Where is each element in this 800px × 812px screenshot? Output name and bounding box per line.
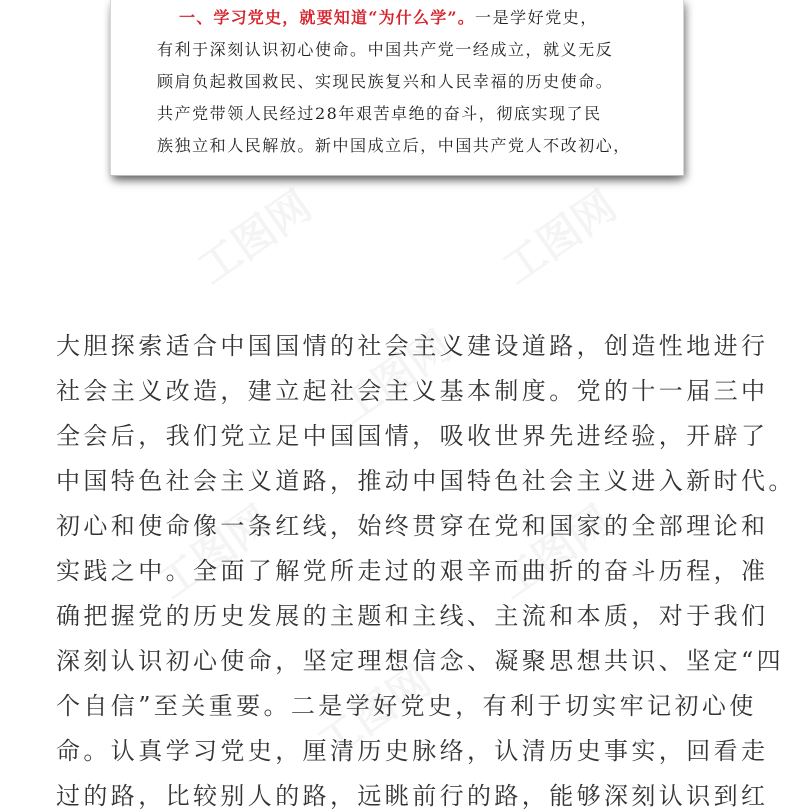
card-line-text: 一是学好党史，: [475, 8, 598, 27]
excerpt-card: [110, 0, 684, 176]
body-line-2: 社会主义改造，建立起社会主义基本制度。党的十一届三中: [56, 377, 769, 405]
watermark: [184, 174, 322, 295]
card-line-3: 顾肩负起救国救民、实现民族复兴和人民幸福的历史使命。: [157, 72, 614, 91]
watermark: [484, 489, 622, 610]
body-line-11: 过的路，比较别人的路，远眺前行的路，能够深刻认识到红: [56, 782, 769, 810]
card-line-1: [179, 8, 679, 28]
body-line-10: 命。认真学习党史，厘清历史脉络，认清历史事实，回看走: [56, 737, 769, 765]
body-line-8: 深刻认识初心使命，坚定理想信念、凝聚思想共识、坚定“四: [56, 647, 785, 675]
body-line-3: 全会后，我们党立足中国国情，吸收世界先进经验，开辟了: [56, 422, 769, 450]
body-line-7: 确把握党的历史发展的主题和主线、主流和本质，对于我们: [56, 602, 769, 630]
body-line-6: 实践之中。全面了解党所走过的艰辛而曲折的奋斗历程，准: [56, 557, 769, 585]
card-line-5: 族独立和人民解放。新中国成立后，中国共产党人不改初心，: [157, 136, 631, 155]
card-line-2: 有利于深刻认识初心使命。中国共产党一经成立，就义无反: [157, 40, 614, 59]
body-line-5: 初心和使命像一条红线，始终贯穿在党和国家的全部理论和: [56, 512, 769, 540]
watermark: [144, 489, 282, 610]
body-line-9: 个自信”至关重要。二是学好党史，有利于切实牢记初心使: [56, 692, 757, 720]
section-heading: 一、学习党史，就要知道“为什么学”。: [179, 8, 476, 27]
card-line-4: 共产党带领人民经过28年艰苦卓绝的奋斗，彻底实现了民: [157, 104, 602, 123]
watermark: [489, 174, 627, 295]
body-line-4: 中国特色社会主义道路，推动中国特色社会主义进入新时代。: [56, 467, 796, 495]
body-line-1: 大胆探索适合中国国情的社会主义建设道路，创造性地进行: [56, 332, 769, 360]
